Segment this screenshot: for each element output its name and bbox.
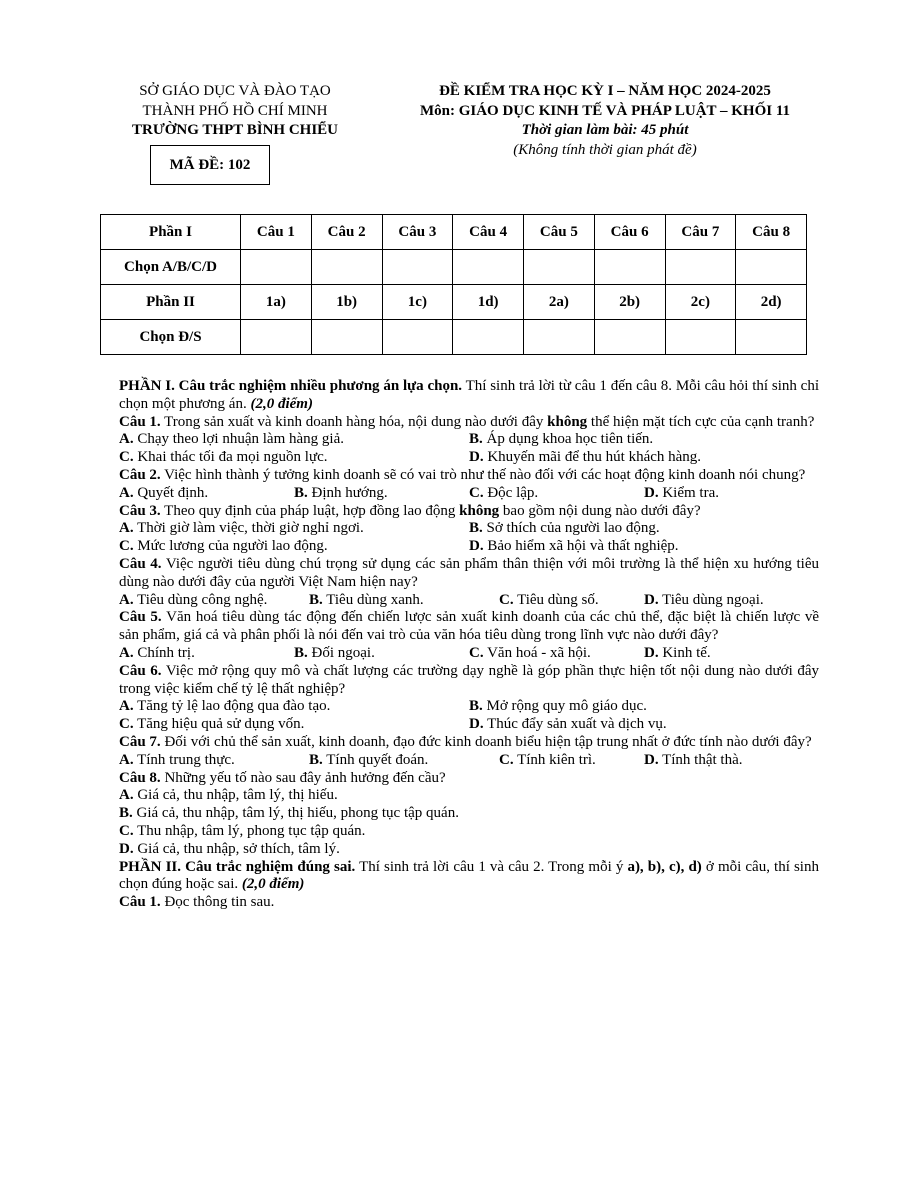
table-cell: Câu 3 — [382, 215, 453, 250]
question-emphasis: không — [459, 502, 500, 519]
part2-points: (2,0 điểm) — [241, 876, 305, 893]
option-b[interactable] — [119, 805, 459, 823]
answer-cell[interactable] — [665, 320, 736, 355]
option-letter: A. — [119, 751, 134, 768]
question-text: Theo quy định của pháp luật, hợp đồng lao động — [160, 502, 460, 519]
option-text: Thu nhập, tâm lý, phong tục tập quán. — [133, 822, 366, 839]
option-c[interactable] — [499, 752, 644, 770]
answer-cell[interactable] — [524, 250, 595, 285]
question-7 — [119, 734, 819, 752]
part2-title: PHẦN II. Câu trắc nghiệm đúng sai. — [119, 858, 356, 875]
table-cell: Câu 6 — [594, 215, 665, 250]
table-row — [101, 285, 807, 320]
option-text: Giá cả, thu nhập, sở thích, tâm lý. — [133, 840, 340, 857]
table-cell: 1d) — [453, 285, 524, 320]
option-d[interactable] — [469, 538, 819, 556]
question-text: bao gồm nội dung nào dưới đây? — [499, 502, 701, 519]
question-label: Câu 4. — [119, 555, 162, 572]
option-text: Tiêu dùng ngoại. — [658, 591, 764, 608]
options-row — [119, 841, 819, 859]
option-letter: B. — [119, 805, 133, 822]
answer-cell[interactable] — [524, 320, 595, 355]
option-text: Sở thích của người lao động. — [482, 520, 660, 537]
option-letter: C. — [119, 822, 134, 839]
option-text: Thúc đẩy sản xuất và dịch vụ. — [483, 716, 667, 733]
option-letter: B. — [469, 520, 483, 537]
question-emphasis: không — [547, 413, 588, 430]
option-a[interactable] — [119, 752, 309, 770]
option-c[interactable] — [119, 716, 469, 734]
exam-content — [119, 378, 819, 912]
question-text: Đọc thông tin sau. — [160, 894, 275, 911]
option-b[interactable] — [294, 485, 469, 503]
part2-marks: a), b), c), d) — [627, 858, 702, 875]
option-text: Văn hoá - xã hội. — [483, 644, 591, 661]
option-a[interactable] — [119, 520, 469, 538]
option-d[interactable] — [644, 645, 819, 663]
options-row — [119, 823, 819, 841]
option-text: Định hướng. — [307, 484, 388, 501]
table-cell: 1a) — [241, 285, 312, 320]
options-row — [119, 805, 819, 823]
options-row — [119, 431, 819, 449]
option-a[interactable] — [119, 592, 309, 610]
option-letter: A. — [119, 520, 134, 537]
option-text: Tính trung thực. — [133, 751, 235, 768]
question-label: Câu 1. — [119, 413, 161, 430]
option-text: Độc lập. — [483, 484, 539, 501]
table-cell: Câu 2 — [311, 215, 382, 250]
option-letter: C. — [469, 644, 484, 661]
exam-header — [370, 82, 840, 160]
question-text: Đối với chủ thể sản xuất, kinh doanh, đạo đức kinh doanh biểu hiện tập trung nhất ở đức tính nào dưới đây? — [160, 733, 812, 750]
option-text: Tiêu dùng số. — [513, 591, 599, 608]
option-letter: C. — [119, 538, 134, 555]
exam-title: ĐỀ KIỂM TRA HỌC KỲ I – NĂM HỌC 2024-2025 — [439, 83, 771, 99]
options-row — [119, 538, 819, 556]
option-letter: C. — [499, 751, 514, 768]
school-name: TRƯỜNG THPT BÌNH CHIỂU — [131, 122, 338, 138]
option-letter: D. — [119, 840, 134, 857]
table-cell: 1c) — [382, 285, 453, 320]
option-c[interactable] — [469, 485, 644, 503]
table-cell: Phần II — [101, 285, 241, 320]
answer-cell[interactable] — [736, 320, 807, 355]
exam-subject: Môn: GIÁO DỤC KINH TẾ VÀ PHÁP LUẬT – KHỐI 11 — [419, 102, 791, 119]
part2-intro: Thí sinh trả lời câu 1 và câu 2. Trong mỗi ý — [355, 858, 628, 875]
department-line-2: THÀNH PHỐ HỒ CHÍ MINH — [142, 102, 328, 119]
option-d[interactable] — [644, 485, 819, 503]
option-text: Tiêu dùng xanh. — [322, 591, 424, 608]
option-text: Chạy theo lợi nhuận làm hàng giả. — [133, 431, 344, 448]
option-d[interactable] — [469, 449, 819, 467]
question-8 — [119, 770, 819, 788]
option-text: Tính thật thà. — [658, 751, 743, 768]
table-cell: Chọn A/B/C/D — [101, 250, 241, 285]
option-b[interactable] — [309, 592, 499, 610]
options-row — [119, 592, 819, 610]
option-letter: B. — [309, 591, 323, 608]
question-label: Câu 8. — [119, 769, 161, 786]
option-d[interactable] — [644, 592, 764, 610]
question-5 — [119, 609, 819, 645]
option-c[interactable] — [119, 823, 365, 841]
exam-duration-note: (Không tính thời gian phát đề) — [513, 141, 697, 158]
table-cell: Câu 5 — [524, 215, 595, 250]
question-6 — [119, 663, 819, 699]
answer-cell[interactable] — [311, 250, 382, 285]
option-d[interactable] — [119, 841, 340, 859]
option-letter: C. — [499, 591, 514, 608]
question-text: thể hiện mặt tích cực của cạnh tranh? — [587, 413, 815, 430]
option-letter: D. — [469, 449, 484, 466]
options-row — [119, 752, 819, 770]
option-letter: D. — [644, 591, 659, 608]
option-letter: B. — [469, 431, 483, 448]
answer-cell[interactable] — [594, 250, 665, 285]
part1-heading — [119, 378, 819, 414]
options-row — [119, 787, 819, 805]
question-3 — [119, 503, 819, 521]
option-letter: D. — [644, 644, 659, 661]
table-cell: 2c) — [665, 285, 736, 320]
table-cell: 2d) — [736, 285, 807, 320]
options-row — [119, 645, 819, 663]
option-letter: A. — [119, 644, 134, 661]
option-a[interactable] — [119, 645, 294, 663]
answer-cell[interactable] — [453, 250, 524, 285]
part2-intro: ở mỗi câu, thí sinh chọn đúng hoặc sai. — [119, 858, 819, 893]
option-letter: D. — [469, 716, 484, 733]
option-letter: B. — [309, 751, 323, 768]
option-a[interactable] — [119, 431, 469, 449]
option-letter: D. — [469, 538, 484, 555]
option-a[interactable] — [119, 787, 338, 805]
table-cell: 2b) — [594, 285, 665, 320]
question-text: Việc mở rộng quy mô và chất lượng các trường dạy nghề là góp phần thực hiện tốt nội dung nào dưới đây trong việc kiểm chế tỷ lệ thất nghiệp? — [119, 662, 819, 697]
exam-code-box — [150, 145, 270, 185]
part1-intro: Thí sinh trả lời từ câu 1 đến câu 8. Mỗi câu hỏi thí sinh chỉ chọn một phương án. — [119, 378, 819, 412]
option-letter: A. — [119, 698, 134, 715]
option-letter: A. — [119, 431, 134, 448]
option-b[interactable] — [294, 645, 469, 663]
answer-cell[interactable] — [665, 250, 736, 285]
part1-title: PHẦN I. Câu trắc nghiệm nhiều phương án lựa chọn. — [119, 378, 463, 394]
question-label: Câu 3. — [119, 502, 161, 519]
option-text: Mở rộng quy mô giáo dục. — [482, 698, 647, 715]
table-row — [101, 250, 807, 285]
option-letter: A. — [119, 591, 134, 608]
option-text: Tăng tỷ lệ lao động qua đào tạo. — [133, 698, 331, 715]
option-d[interactable] — [644, 752, 742, 770]
question-label: Câu 2. — [119, 466, 161, 483]
option-letter: C. — [469, 484, 484, 501]
option-c[interactable] — [119, 449, 469, 467]
answer-cell[interactable] — [736, 250, 807, 285]
question-text: Những yếu tố nào sau đây ảnh hưởng đến cầu? — [160, 769, 446, 786]
options-row — [119, 520, 819, 538]
option-text: Mức lương của người lao động. — [133, 538, 328, 555]
question-text: Việc hình thành ý tưởng kinh doanh sẽ có vai trò như thế nào đối với các hoạt động kinh doanh nói chung? — [160, 466, 806, 483]
option-letter: B. — [469, 698, 483, 715]
part2-heading — [119, 859, 819, 895]
option-text: Thời giờ làm việc, thời giờ nghỉ ngơi. — [133, 520, 364, 537]
answer-cell[interactable] — [311, 320, 382, 355]
option-letter: B. — [294, 484, 308, 501]
question-label: Câu 5. — [119, 609, 162, 626]
options-row — [119, 698, 819, 716]
option-letter: A. — [119, 484, 134, 501]
question-label: Câu 7. — [119, 733, 161, 750]
answer-cell[interactable] — [241, 250, 312, 285]
option-c[interactable] — [499, 592, 644, 610]
options-row — [119, 716, 819, 734]
answer-sheet-table — [100, 214, 807, 355]
table-cell: 2a) — [524, 285, 595, 320]
option-b[interactable] — [469, 431, 819, 449]
table-cell: Câu 8 — [736, 215, 807, 250]
option-letter: D. — [644, 484, 659, 501]
option-b[interactable] — [469, 520, 819, 538]
answer-cell[interactable] — [594, 320, 665, 355]
part1-points: (2,0 điểm) — [250, 395, 313, 412]
option-b[interactable] — [469, 698, 819, 716]
table-cell: Câu 4 — [453, 215, 524, 250]
department-line-1: SỞ GIÁO DỤC VÀ ĐÀO TẠO — [139, 83, 331, 99]
options-row — [119, 485, 819, 503]
exam-code: MÃ ĐỀ: 102 — [169, 156, 251, 173]
table-row — [101, 320, 807, 355]
option-text: Áp dụng khoa học tiên tiến. — [482, 431, 654, 448]
question-text: Văn hoá tiêu dùng tác động đến chiến lược sản xuất kinh doanh của các chủ thể, đặc biệt là chiến lược về sản phẩm, giá cả và phân phối là nói đến vai trò của văn hóa tiêu dùng trong lĩnh vực nào dưới đây? — [119, 609, 819, 644]
option-text: Quyết định. — [133, 484, 209, 501]
option-text: Tính kiên trì. — [513, 751, 596, 768]
option-c[interactable] — [469, 645, 644, 663]
options-row — [119, 449, 819, 467]
option-a[interactable] — [119, 698, 469, 716]
option-text: Chính trị. — [133, 644, 195, 661]
option-letter: C. — [119, 449, 134, 466]
table-cell: Phần I — [101, 215, 241, 250]
option-d[interactable] — [469, 716, 819, 734]
question-4 — [119, 556, 819, 592]
option-text: Tăng hiệu quả sử dụng vốn. — [133, 716, 305, 733]
question-label: Câu 6. — [119, 662, 162, 679]
option-text: Khuyến mãi để thu hút khách hàng. — [483, 449, 702, 466]
option-b[interactable] — [309, 752, 499, 770]
option-text: Giá cả, thu nhập, tâm lý, thị hiếu. — [133, 787, 338, 804]
question-1 — [119, 414, 819, 432]
option-text: Kiểm tra. — [658, 484, 719, 501]
option-letter: C. — [119, 716, 134, 733]
exam-duration: Thời gian làm bài: 45 phút — [521, 122, 689, 138]
question-2 — [119, 467, 819, 485]
question-text: Trong sản xuất và kinh doanh hàng hóa, nội dung nào dưới đây — [160, 413, 548, 430]
table-cell: 1b) — [311, 285, 382, 320]
option-a[interactable] — [119, 485, 294, 503]
option-text: Bảo hiểm xã hội và thất nghiệp. — [483, 538, 679, 555]
table-cell: Câu 7 — [665, 215, 736, 250]
option-letter: B. — [294, 644, 308, 661]
answer-cell[interactable] — [241, 320, 312, 355]
option-text: Đối ngoại. — [307, 644, 375, 661]
option-letter: D. — [644, 751, 659, 768]
option-text: Kinh tế. — [658, 644, 711, 661]
school-header — [100, 82, 370, 141]
table-row — [101, 215, 807, 250]
option-letter: A. — [119, 787, 134, 804]
option-text: Tiêu dùng công nghệ. — [133, 591, 268, 608]
option-text: Khai thác tối đa mọi nguồn lực. — [133, 449, 328, 466]
option-text: Tính quyết đoán. — [322, 751, 429, 768]
answer-cell[interactable] — [382, 250, 453, 285]
option-c[interactable] — [119, 538, 469, 556]
option-text: Giá cả, thu nhập, tâm lý, thị hiếu, phong tục tập quán. — [132, 805, 459, 822]
answer-cell[interactable] — [453, 320, 524, 355]
answer-cell[interactable] — [382, 320, 453, 355]
table-cell: Chọn Đ/S — [101, 320, 241, 355]
question-text: Việc người tiêu dùng chú trọng sử dụng các sản phẩm thân thiện với môi trường là thể hiện xu hướng tiêu dùng nào dưới đây của người Việt Nam hiện nay? — [119, 555, 819, 590]
part2-question-1 — [119, 894, 819, 912]
table-cell: Câu 1 — [241, 215, 312, 250]
question-label: Câu 1. — [119, 894, 161, 911]
